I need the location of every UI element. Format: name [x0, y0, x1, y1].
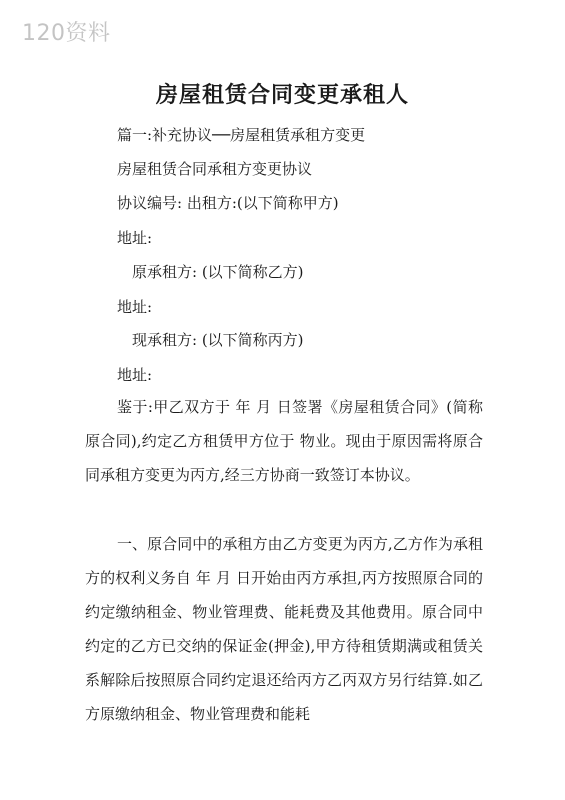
line-new-lessee: 现承租方: (以下简称丙方) — [132, 331, 304, 349]
line-original-lessee: 原承租方: (以下简称乙方) — [132, 263, 304, 281]
line-agreement-number: 协议编号: 出租方:(以下简称甲方) — [117, 194, 339, 212]
line-agreement-name: 房屋租赁合同承租方变更协议 — [117, 160, 313, 178]
watermark: 120资料 — [22, 21, 111, 46]
paragraph-whereas: 鉴于:甲乙双方于 年 月 日签署《房屋租赁合同》(简称原合同),约定乙方租赁甲方位于 物业。现由于原因需将原合同承租方变更为丙方,经三方协商一致签订本协议。 — [85, 398, 483, 484]
line-subtitle: 篇一:补充协议──房屋租赁承租方变更 — [117, 126, 366, 144]
document-title: 房屋租赁合同变更承租人 — [155, 82, 409, 108]
paragraph-clause-one: 一、原合同中的承租方由乙方变更为丙方,乙方作为承租方的权利义务自 年 月 日开始由丙方承担,丙方按照原合同的约定缴纳租金、物业管理费、能耗费及其他费用。原合同中约定的乙方已交纳的保证金(押金),甲方待租赁期满或租赁关系解除后按照原合同约定退还给丙方乙丙双方另行结算.如乙方原缴纳租金、物业管理费和能耗 — [85, 535, 483, 723]
line-address-original-lessee: 地址: — [117, 298, 153, 316]
line-address-new-lessee: 地址: — [117, 366, 153, 384]
line-address-lessor: 地址: — [117, 229, 153, 247]
